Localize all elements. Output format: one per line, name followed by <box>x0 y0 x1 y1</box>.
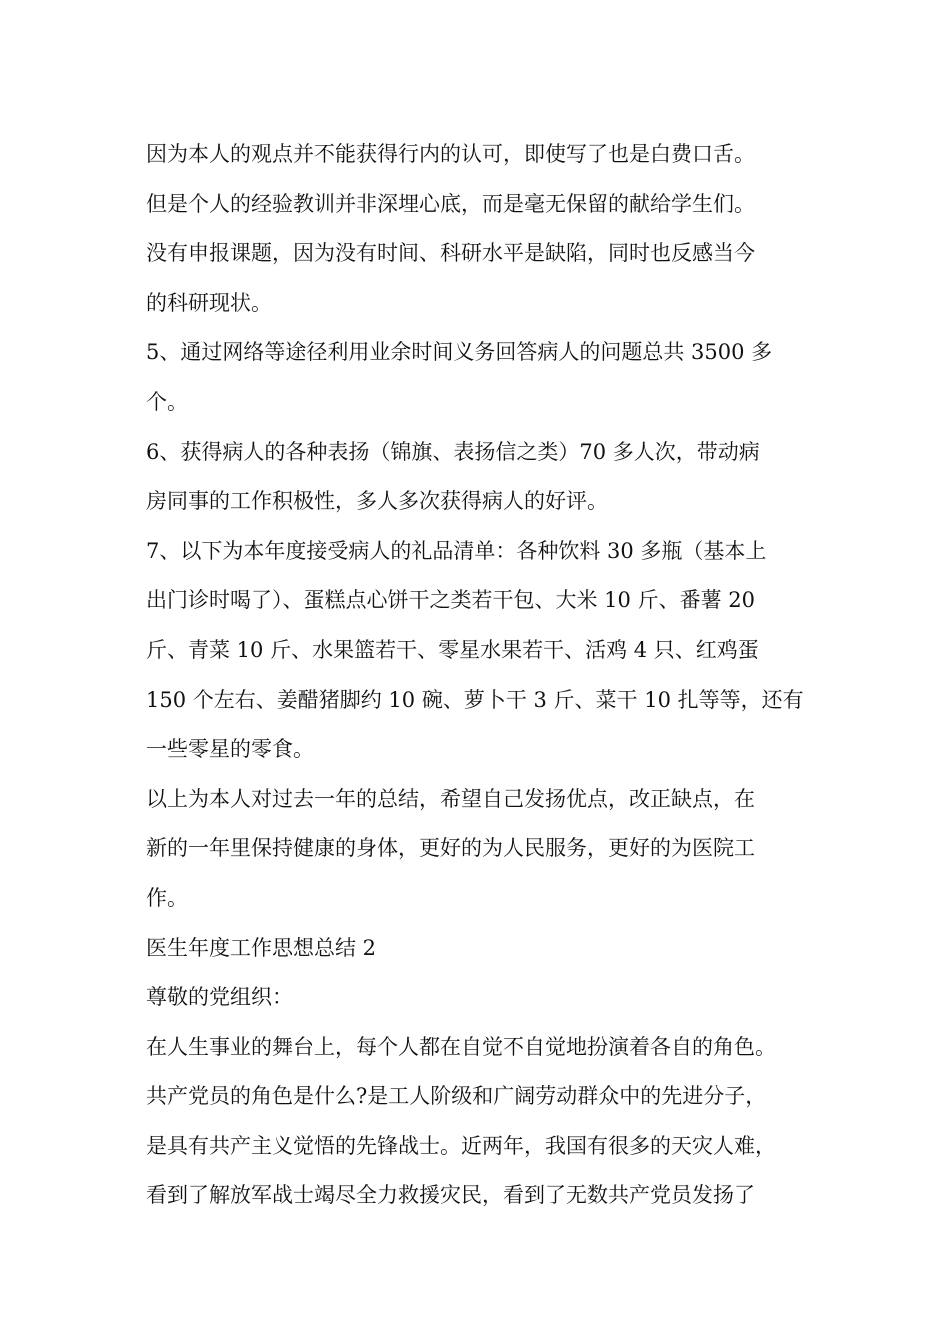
text-line: 出门诊时喝了）、蛋糕点心饼干之类若干包、大米 10 斤、番薯 20 <box>146 588 755 613</box>
text-line: 7、以下为本年度接受病人的礼品清单：各种饮料 30 多瓶（基本上 <box>146 538 767 563</box>
text-line: 没有申报课题，因为没有时间、科研水平是缺陷，同时也反感当今 <box>146 241 755 266</box>
text-line: 斤、青菜 10 斤、水果篮若干、零星水果若干、活鸡 4 只、红鸡蛋 <box>146 637 759 662</box>
text-line: 因为本人的观点并不能获得行内的认可，即使写了也是白费口舌。 <box>146 142 755 166</box>
document-body <box>146 130 836 1221</box>
text-line: 5、通过网络等途径利用业余时间义务回答病人的问题总共 3500 多 <box>146 340 773 365</box>
text-line: 是具有共产主义觉悟的先锋战士。近两年，我国有很多的天灾人难， <box>146 1133 776 1158</box>
text-line: 在人生事业的舞台上，每个人都在自觉不自觉地扮演着各自的角色。 <box>146 1034 776 1059</box>
text-line: 150 个左右、姜醋猪脚约 10 碗、萝卜干 3 斤、菜干 10 扎等等，还有 <box>146 687 804 712</box>
text-line: 但是个人的经验教训并非深埋心底，而是毫无保留的献给学生们。 <box>146 191 755 216</box>
text-line: 共产党员的角色是什么?是工人阶级和广阔劳动群众中的先进分子， <box>146 1084 767 1109</box>
text-line: 6、获得病人的各种表扬（锦旗、表扬信之类）70 多人次，带动病 <box>146 439 760 464</box>
text-line: 新的一年里保持健康的身体，更好的为人民服务，更好的为医院工 <box>146 836 755 861</box>
salutation: 尊敬的党组织： <box>146 985 293 1010</box>
section-heading: 医生年度工作思想总结 2 <box>146 935 377 960</box>
text-line: 以上为本人对过去一年的总结，希望自己发扬优点，改正缺点，在 <box>146 786 755 811</box>
text-line: 一些零星的零食。 <box>146 737 314 762</box>
text-line: 个。 <box>146 389 188 414</box>
text-line: 的科研现状。 <box>146 290 272 315</box>
text-line: 看到了解放军战士竭尽全力救援灾民，看到了无数共产党员发扬了 <box>146 1183 755 1208</box>
text-line: 作。 <box>146 885 188 910</box>
text-line: 房同事的工作积极性，多人多次获得病人的好评。 <box>146 489 608 514</box>
